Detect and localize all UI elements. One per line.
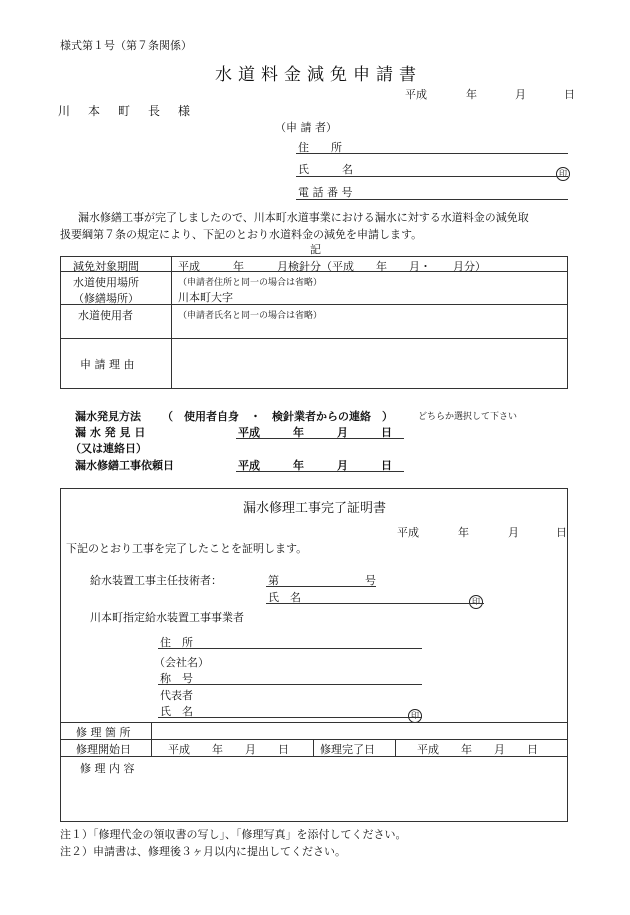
engineer-seal-icon: 印 xyxy=(469,589,483,609)
discovery-method-label: 漏水発見方法 xyxy=(75,410,141,423)
repair-end-label: 修理完了日 xyxy=(320,743,375,756)
repair-end-value[interactable]: 平成 年 月 日 xyxy=(417,743,538,756)
discovery-method-options[interactable]: （ 使用者自身 ・ 検針業者からの連絡 ） xyxy=(162,410,393,423)
date-year: 年 xyxy=(466,88,477,101)
applicant-phone-label: 電 話 番 号 xyxy=(298,186,353,199)
applicant-name-label: 氏 名 xyxy=(298,163,353,176)
contractor-label: 川本町指定給水装置工事事業者 xyxy=(90,611,244,624)
reason-label: 申 請 理 由 xyxy=(80,358,135,371)
date-month: 月 xyxy=(515,88,526,101)
engineer-no-suffix: 号 xyxy=(365,574,376,587)
certificate-title: 漏水修理工事完了証明書 xyxy=(243,501,387,516)
applicant-header: （申 請 者） xyxy=(275,121,337,134)
note-2: 注２）申請書は、修理後３ヶ月以内に提出してください。 xyxy=(60,845,346,858)
location-value[interactable]: 川本町大字 xyxy=(178,291,233,304)
location-label: 水道使用場所 xyxy=(73,276,139,289)
repair-start-value[interactable]: 平成 年 月 日 xyxy=(168,743,289,756)
company-name-paren: （会社名） xyxy=(154,656,209,669)
company-name-label: 称 号 xyxy=(160,672,193,685)
completion-certificate xyxy=(60,488,568,822)
cert-date-day: 日 xyxy=(556,526,567,539)
seal-icon: 印 xyxy=(556,161,570,181)
engineer-name-label: 氏 名 xyxy=(268,591,301,604)
representative-seal-icon: 印 xyxy=(408,703,422,723)
location-sublabel: （修繕場所） xyxy=(73,292,139,305)
user-note: （申請者氏名と同一の場合は省略） xyxy=(178,311,323,321)
intro-line-2: 扱要綱第７条の規定により、下記のとおり水道料金の減免を申請します。 xyxy=(60,228,423,241)
addressee: 川 本 町 長 様 xyxy=(58,104,194,118)
discovery-method-note: どちらか選択して下さい xyxy=(418,412,518,422)
repair-content-label: 修 理 内 容 xyxy=(80,762,135,775)
intro-line-1: 漏水修繕工事が完了しましたので、川本町水道事業における漏水に対する水道料金の減免取 xyxy=(78,211,529,224)
cert-date-year: 年 xyxy=(458,526,469,539)
location-note: （申請者住所と同一の場合は省略） xyxy=(178,278,323,288)
note-1: 注１）「修理代金の領収書の写し」、「修理写真」を添付してください。 xyxy=(60,828,407,841)
date-era: 平成 xyxy=(405,88,427,101)
engineer-label: 給水装置工事主任技術者： xyxy=(90,574,222,587)
period-value[interactable]: 平成 年 月検針分（平成 年 月・ 月分） xyxy=(178,260,486,273)
ki-mark: 記 xyxy=(310,243,321,256)
period-label: 減免対象期間 xyxy=(73,260,139,273)
cert-date-era: 平成 xyxy=(397,526,419,539)
repair-start-label: 修理開始日 xyxy=(76,743,131,756)
date-day: 日 xyxy=(564,88,575,101)
form-number: 様式第１号（第７条関係） xyxy=(60,39,192,52)
page-title: 水道料金減免申請書 xyxy=(215,65,422,85)
contractor-address-label: 住 所 xyxy=(160,636,193,649)
found-date-sublabel: （又は連絡日） xyxy=(70,442,147,455)
found-date-label: 漏 水 発 見 日 xyxy=(75,426,146,439)
engineer-no-prefix: 第 xyxy=(268,574,279,587)
applicant-address-label: 住 所 xyxy=(298,141,342,154)
representative-label: 代表者 xyxy=(160,689,193,702)
request-date-value[interactable]: 平成 年 月 日 xyxy=(238,459,392,472)
request-date-label: 漏水修繕工事依頼日 xyxy=(75,459,174,472)
cert-date-month: 月 xyxy=(508,526,519,539)
user-label: 水道使用者 xyxy=(78,309,133,322)
representative-name-label: 氏 名 xyxy=(160,705,193,718)
repair-place-label: 修 理 箇 所 xyxy=(76,726,131,739)
certificate-statement: 下記のとおり工事を完了したことを証明します。 xyxy=(66,542,308,555)
found-date-value[interactable]: 平成 年 月 日 xyxy=(238,426,392,439)
